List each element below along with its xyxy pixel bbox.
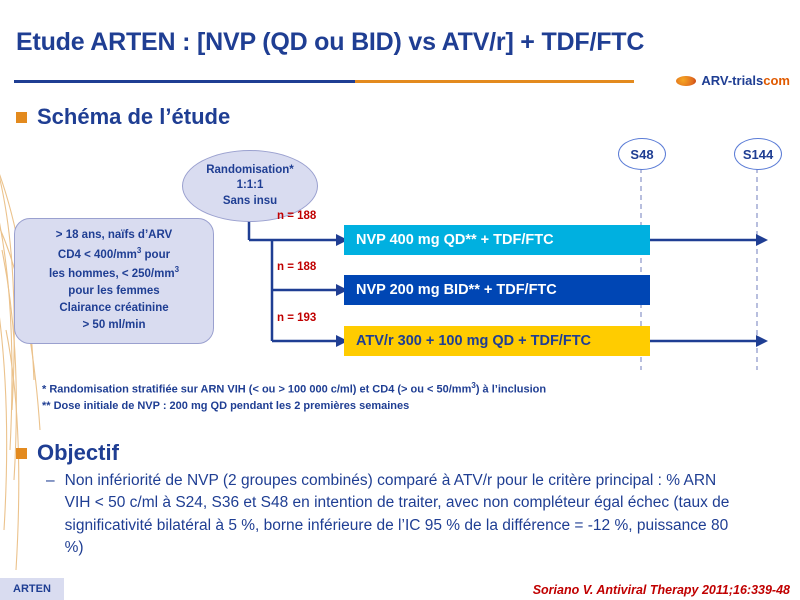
arm-n-label: n = 188 xyxy=(277,210,317,222)
footnote-1-d: ) à l’inclusion xyxy=(475,383,547,396)
square-bullet-icon xyxy=(16,112,27,123)
criteria-line-2 xyxy=(58,245,170,264)
title-divider xyxy=(14,80,634,83)
objectif-text: Non infériorité de NVP (2 groupes combinés) comparé à ATV/r pour le critère principal : % ARN VIH < 50 c/ml à S24, S36 et S48 en intention de traiter, avec non compléteur égal échec (taux de significativité bilatéral à 5 %, borne inférieure de l’IC 95 % de la différence = -12 %, puissance 80 %) xyxy=(64,472,730,557)
treatment-arm-bar: ATV/r 300 + 100 mg QD + TDF/FTC xyxy=(344,326,650,356)
footer-reference: Soriano V. Antiviral Therapy 2011;16:339-48 xyxy=(532,583,790,597)
footnote-line-2: ** Dose initiale de NVP : 200 mg QD pendant les 2 premières semaines xyxy=(42,400,410,413)
treatment-arm-bar: NVP 400 mg QD** + TDF/FTC xyxy=(344,225,650,255)
criteria-line-6: > 50 ml/min xyxy=(82,319,146,332)
dash-bullet-icon: – xyxy=(46,472,55,489)
section-heading-schema xyxy=(16,104,230,130)
criteria-line-4: pour les femmes xyxy=(68,284,160,297)
arv-trials-logo xyxy=(676,73,790,88)
footnote-1-a: * Randomisation stratifiée sur ARN VIH ( xyxy=(42,383,253,396)
section-heading-objectif-label: Objectif xyxy=(37,440,119,465)
footer-study-tab: ARTEN xyxy=(0,578,64,600)
randomisation-line-3: Sans insu xyxy=(222,194,278,207)
logo-swoosh-icon xyxy=(676,73,698,88)
objectif-body xyxy=(46,470,746,560)
section-heading-objectif xyxy=(16,440,119,466)
page-title: Etude ARTEN : [NVP (QD ou BID) vs ATV/r] + TDF/FTC xyxy=(16,28,645,56)
visit-marker-s48: S48 xyxy=(618,138,666,170)
section-heading-schema-label: Schéma de l’étude xyxy=(37,104,231,129)
treatment-arm-bar: NVP 200 mg BID** + TDF/FTC xyxy=(344,275,650,305)
randomisation-line-1: Randomisation* xyxy=(206,164,294,177)
footnote-1-b: < ou > 100 000 c/ml) et CD4 ( xyxy=(252,383,402,396)
logo-suffix: com xyxy=(763,73,790,88)
criteria-line-3 xyxy=(49,264,179,283)
criteria-line-2-sup: 3 xyxy=(136,245,142,255)
inclusion-criteria-box xyxy=(14,218,214,344)
arm-n-label: n = 188 xyxy=(277,261,317,273)
footnote-line-1 xyxy=(42,380,546,398)
visit-marker-s144: S144 xyxy=(734,138,782,170)
criteria-line-2-a: CD4 < 400/mm xyxy=(57,248,137,261)
criteria-line-3-a: les hommes, < 250/mm xyxy=(48,267,175,280)
criteria-line-2-b: pour xyxy=(141,248,171,261)
footnotes xyxy=(42,380,546,415)
footnote-1-c: > ou < 50/mm xyxy=(401,383,472,396)
criteria-line-5: Clairance créatinine xyxy=(59,302,169,315)
criteria-line-1: > 18 ans, naïfs d’ARV xyxy=(55,229,173,242)
footnote-1-sup: 3 xyxy=(471,381,476,390)
arm-n-label: n = 193 xyxy=(277,312,317,324)
square-bullet-icon xyxy=(16,448,27,459)
criteria-line-3-sup: 3 xyxy=(174,264,180,274)
logo-text: ARV-trials xyxy=(701,73,764,88)
randomisation-line-2: 1:1:1 xyxy=(236,179,264,192)
